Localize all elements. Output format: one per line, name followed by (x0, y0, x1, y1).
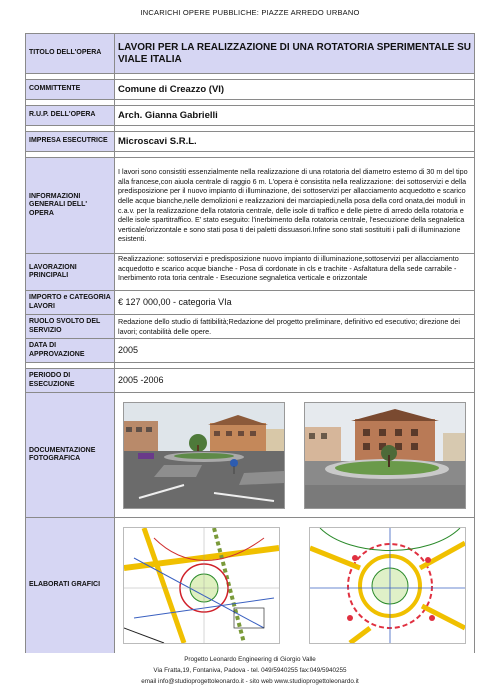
row-rup (26, 106, 475, 126)
photo-roundabout-2 (304, 402, 466, 509)
drawing-plan-1 (123, 527, 280, 644)
value-impresa: Microscavi S.R.L. (115, 132, 475, 152)
row-lavorazioni (26, 254, 475, 291)
value-ruolo: Redazione dello studio di fattibilità;Redazione del progetto preliminare, definitivo ed esecutivo; direzione dei lavori; contabilità delle opere. (115, 315, 475, 339)
footer-address: Via Fratta,19, Fontaniva, Padova - tel. 049/5940255 fax:049/5940255 (153, 667, 347, 674)
value-titolo: LAVORI PER LA REALIZZAZIONE DI UNA ROTATORIA SPERIMENTALE SU VIALE ITALIA (115, 34, 475, 74)
label-ruolo: RUOLO SVOLTO DEL SERVIZIO (26, 315, 115, 339)
footer-company: Progetto Leonardo Engineering di Giorgio Valle (184, 656, 316, 663)
label-lavorazioni: LAVORAZIONI PRINCIPALI (26, 254, 115, 291)
value-info: I lavori sono consistiti essenzialmente nella realizzazione di una rotatoria del diametro esterno di 30 m del tipo alla francese,con aiuola centrale di raggio 6 m. L'opera è consistita nella realizzazione: dei sottoservizi e della predisposizione per il nuovo impianto di illuminazione, dei sottoservizi per allacciamento acquedotto e scarico delle acque bianche,nelle demolizioni e realizzazioni dei marciapiedi,nella posa della cord onata,dei moduli in c.a.v. per la realizzazione della rotatoria centrale, delle isole di traffico e delle pietre di arredo della rotatoria e delle isole spartitraffico. E' stato eseguito: l'inerbimento della rotatoria centrale, l'esecuzione della segnaletica verticale/orizzontale e sono stati posa ti dei paletti dissuasori.Infine sono stati sostituiti i palli di illuminazione esistenti. (115, 158, 475, 254)
value-periodo: 2005 -2006 (115, 369, 475, 393)
row-impresa (26, 132, 475, 152)
row-periodo (26, 369, 475, 393)
value-lavorazioni: Realizzazione: sottoservizi e predisposizione nuovo impianto di illuminazione,sottoservizi per allacciamento acquedotto e scarico acque bianche - Posa di cordonate in cls e trachite - Asfaltatura della sede carrabile - Inerbimento rota toria centrale - Esecuzione segnaletica verticale e orizzontale (118, 254, 459, 283)
label-committente: COMMITTENTE (26, 80, 115, 100)
label-impresa: IMPRESA ESECUTRICE (26, 132, 115, 152)
row-titolo (26, 34, 475, 74)
footer-contacts: email info@studioprogettoleonardo.it - sito web www.studioprogettoleonardo.it (141, 678, 359, 685)
label-data: DATA DI APPROVAZIONE (26, 339, 115, 363)
label-grafici: ELABORATI GRAFICI (26, 518, 115, 654)
photo-roundabout-1 (123, 402, 285, 509)
label-importo: IMPORTO e CATEGORIA LAVORI (26, 291, 115, 315)
value-data: 2005 (115, 339, 475, 363)
label-titolo: TITOLO DELL'OPERA (26, 34, 115, 74)
project-sheet (25, 33, 475, 653)
page-header: INCARICHI OPERE PUBBLICHE: PIAZZE ARREDO URBANO (140, 8, 360, 17)
row-grafici (26, 518, 475, 654)
label-rup: R.U.P. DELL'OPERA (26, 106, 115, 126)
row-data (26, 339, 475, 363)
row-importo (26, 291, 475, 315)
value-committente: Comune di Creazzo (VI) (115, 80, 475, 100)
value-importo: € 127 000,00 - categoria VIa (115, 291, 475, 315)
value-rup: Arch. Gianna Gabrielli (115, 106, 475, 126)
project-table (25, 33, 475, 653)
label-periodo: PERIODO DI ESECUZIONE (26, 369, 115, 393)
row-committente (26, 80, 475, 100)
label-foto: DOCUMENTAZIONE FOTOGRAFICA (26, 393, 115, 518)
label-info: INFORMAZIONI GENERALI DELL' OPERA (26, 158, 115, 254)
row-ruolo (26, 315, 475, 339)
row-info (26, 158, 475, 254)
drawing-plan-2 (309, 527, 466, 644)
row-foto (26, 393, 475, 518)
